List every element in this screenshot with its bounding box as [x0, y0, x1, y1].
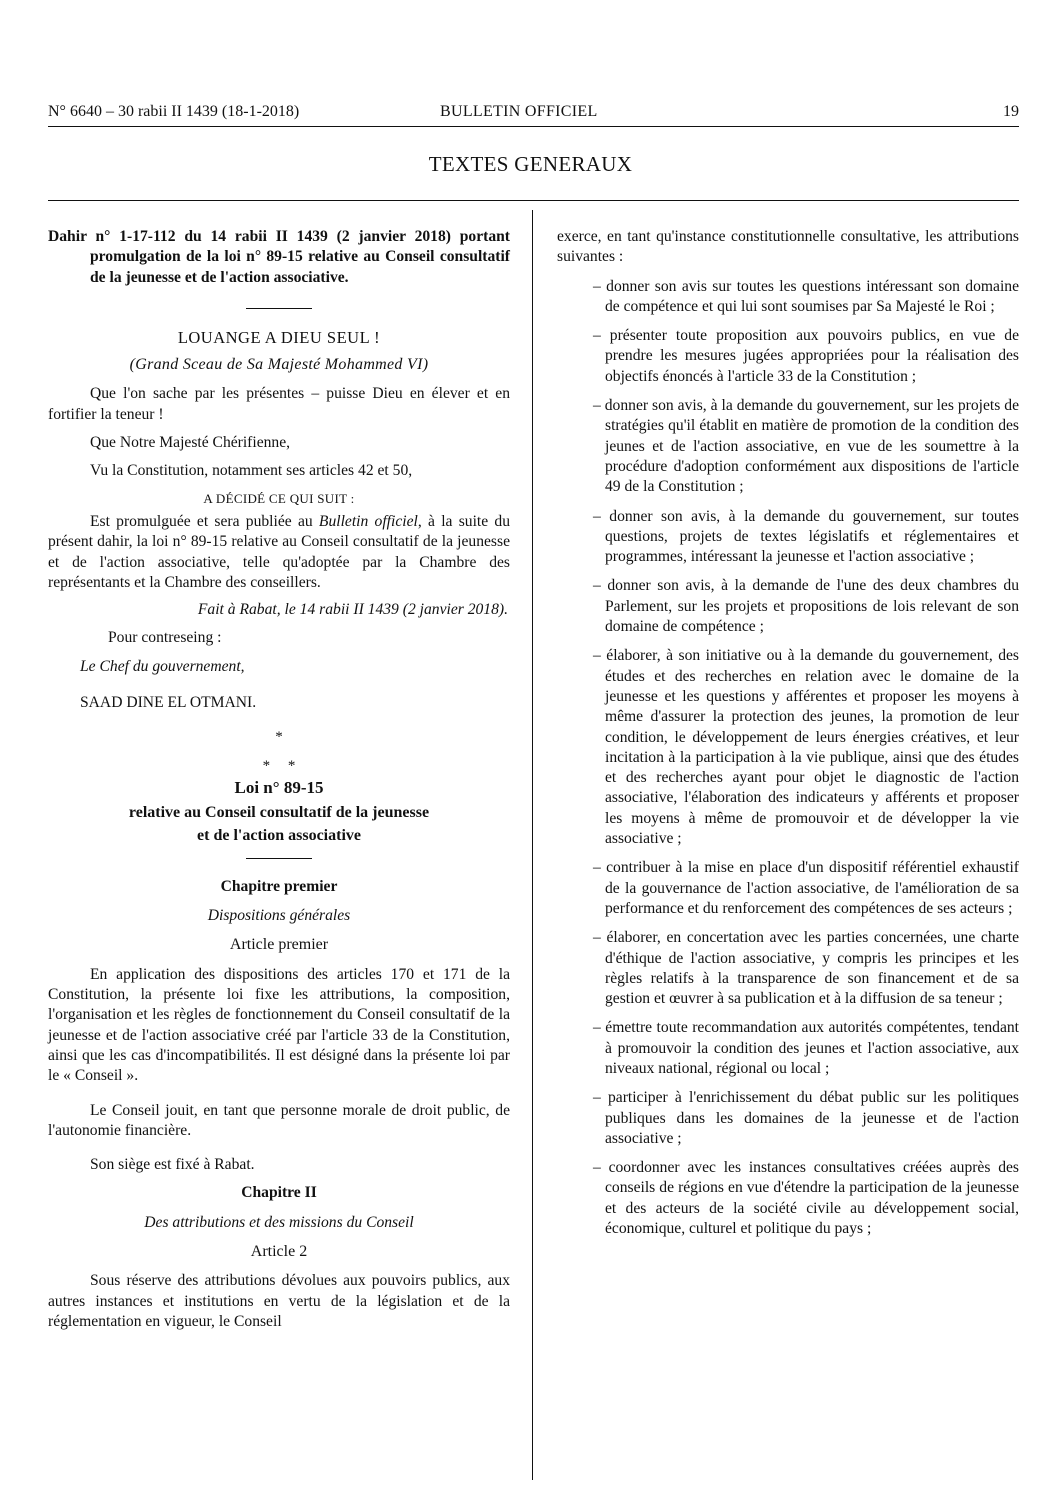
preamble-que-lon-sache: Que l'on sache par les présentes – puisse Dieu en élever et en fortifier la teneur ! — [48, 385, 510, 423]
article-2: Article 2 — [250, 1242, 308, 1260]
attribution-item: – participer à l'enrichissement du débat public sur les politiques publiques dans les domaines de la jeunesse et de l'action associative ; — [593, 1089, 1019, 1147]
page-number: 19 — [1003, 103, 1019, 120]
chef-du-gouvernement: Le Chef du gouvernement, — [80, 657, 245, 675]
attributions-intro: exerce, en tant qu'instance constitutionnelle consultative, les attributions suivantes : — [557, 228, 1019, 266]
attribution-item: – présenter toute proposition aux pouvoirs publics, en vue de prendre les mesures jugées appropriées pour la réalisation des objectifs énoncés à l'article 33 de la Constitution ; — [593, 327, 1019, 385]
fait-a-rabat: Fait à Rabat, le 14 rabii II 1439 (2 janvier 2018). — [197, 601, 508, 619]
header-rule — [48, 126, 1019, 127]
promulgation-text-post: , à la suite du présent dahir, la loi n° 89-15 relative au Conseil consultatif de la jeunesse et de l'action associative, telle qu'adoptée par la Chambre des représentants et la Chambre des conseillers. — [48, 512, 510, 591]
preamble-que-notre: Que Notre Majesté Chérifienne, — [90, 434, 291, 452]
dispositions-generales: Dispositions générales — [207, 907, 351, 925]
promulgation-text-pre: Est promulguée et sera publiée au — [90, 512, 319, 530]
a-decide: A DÉCIDÉ CE QUI SUIT : — [203, 490, 355, 506]
chapitre-premier: Chapitre premier — [220, 877, 338, 895]
left-column — [48, 227, 510, 1332]
loi-subtitle-line1: relative au Conseil consultatif de la jeunesse — [128, 804, 430, 822]
preamble-vu: Vu la Constitution, notamment ses articles 42 et 50, — [90, 462, 413, 480]
chapitre-ii: Chapitre II — [241, 1184, 317, 1202]
article-premier: Article premier — [229, 936, 329, 954]
attribution-item: – élaborer, en concertation avec les parties concernées, une charte d'éthique de l'action associative, y compris les principes et les règles relatifs à la transparence de son financement et de sa gestion et œuvrer à sa publication et à la diffusion de sa teneur ; — [593, 929, 1019, 1008]
attribution-item: – émettre toute recommandation aux autorités compétentes, tendant à promouvoir la condition des jeunes et l'action associative, aux niveaux national, régional ou local ; — [593, 1019, 1019, 1077]
publication-name: BULLETIN OFFICIEL — [440, 103, 598, 120]
article1-paragraph2: Le Conseil jouit, en tant que personne morale de droit public, de l'autonomie financière. — [48, 1101, 510, 1139]
promulgation-bulletin: Bulletin officiel — [318, 512, 418, 530]
attribution-item: – donner son avis, à la demande de l'une des deux chambres du Parlement, sur les projets et propositions de lois relevant de son domaine de compétence ; — [593, 577, 1019, 636]
attribution-item: – donner son avis, à la demande du gouvernement, sur les projets de stratégies qu'il établit en matière de promotion de la condition des jeunes et de l'action associative, en vue de les soumettre à la procédure d'adoption conformément aux dispositions de l'article 49 de la Constitution ; — [593, 397, 1019, 496]
grand-sceau: (Grand Sceau de Sa Majesté Mohammed VI) — [129, 356, 429, 374]
page-header — [48, 103, 1019, 127]
loi-subtitle-line2: et de l'action associative — [197, 826, 361, 844]
attribution-item: – donner son avis, à la demande du gouvernement, sur toutes questions, projets de textes législatifs et réglementaires et programmes, intéressant la jeunesse et l'action associative ; — [593, 507, 1019, 566]
pour-contreseing: Pour contreseing : — [108, 629, 222, 647]
section-title: TEXTES GENERAUX — [428, 152, 633, 176]
article1-paragraph1: En application des dispositions des articles 170 et 171 de la Constitution, la présente loi fixe les attributions, la composition, l'organisation et les règles de fonctionnement du Conseil consultatif de la jeunesse et de l'action associative créé par l'article 33 de la Constitution, ainsi que les cas d'incompatibilités. Il est désigné dans la présente loi par le « Conseil ». — [48, 965, 510, 1085]
signatory-name: SAAD DINE EL OTMANI. — [80, 694, 257, 712]
issue-reference: N° 6640 – 30 rabii II 1439 (18-1-2018) — [48, 103, 300, 120]
dahir-title: Dahir n° 1-17-112 du 14 rabii II 1439 (2 janvier 2018) portant promulgation de la loi n° 89-15 relative au Conseil consultatif de la jeunesse et de l'action associative. — [48, 228, 510, 286]
star-single: * — [275, 729, 283, 746]
attribution-item: – contribuer à la mise en place d'un dispositif référentiel exhaustif de la gouvernance de l'action associative, de l'amélioration de sa performance et du renforcement des compétences de ses acteurs ; — [593, 859, 1019, 917]
attributions-title: Des attributions et des missions du Conseil — [144, 1213, 414, 1231]
star-double: * * — [262, 757, 296, 774]
loi-title: Loi n° 89-15 — [234, 777, 324, 797]
attribution-item: – coordonner avec les instances consultatives créées auprès des conseils de régions en vue d'étendre la participation de la jeunesse et des acteurs de la société civile au développement social, économique, culturel et politique du pays ; — [593, 1159, 1019, 1238]
article1-paragraph3: Son siège est fixé à Rabat. — [90, 1156, 255, 1174]
column-divider — [532, 210, 533, 1480]
article2-paragraph1: Sous réserve des attributions dévolues aux pouvoirs publics, aux autres instances et institutions en vertu de la législation et de la réglementation en vigueur, le Conseil — [48, 1272, 510, 1330]
attribution-item: – élaborer, à son initiative ou à la demande du gouvernement, des études et des recherches en relation avec le domaine de la jeunesse et les questions y afférentes et proposer les moyens à même d'assurer la protection des jeunes, la promotion de leur condition, le développement de leurs énergies créatives, et leur incitation à la participation à la vie publique, ainsi que des études et des recherches ayant pour objet le diagnostic de l'action associative, l'élaboration des indicateurs y afférents et proposer les moyens à même de promouvoir et de développer la vie associative ; — [593, 647, 1019, 848]
separator-rule — [246, 858, 312, 859]
section-rule — [48, 200, 1019, 201]
louange-heading: LOUANGE A DIEU SEUL ! — [177, 327, 381, 347]
right-column — [557, 227, 1019, 1239]
promulgation-paragraph — [48, 512, 510, 593]
separator-rule — [246, 308, 312, 309]
attribution-item: – donner son avis sur toutes les questions intéressant son domaine de compétence et qui lui sont soumises par Sa Majesté le Roi ; — [593, 277, 1019, 315]
